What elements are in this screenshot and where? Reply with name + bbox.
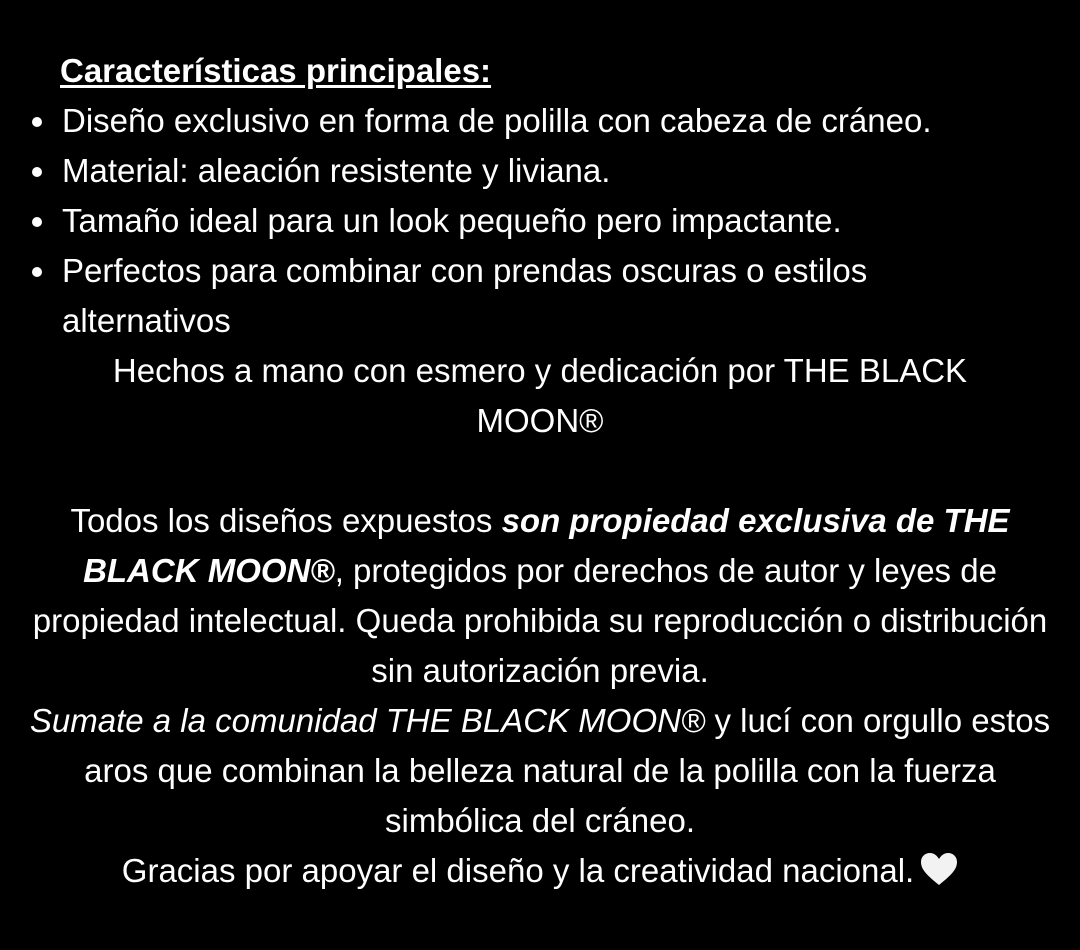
feature-item <box>24 246 1056 346</box>
copyright-rest: , protegidos por derechos de autor y leyes de propiedad intelectual. Queda prohibida su reproducción o distribución sin autorización previa. <box>32 552 1048 689</box>
feature-text: Diseño exclusivo en forma de polilla con cabeza de cráneo. <box>62 102 932 139</box>
feature-item <box>24 146 1056 196</box>
spacer <box>24 446 1056 496</box>
features-heading: Características principales: <box>60 52 492 89</box>
community-italic: Sumate a la comunidad THE BLACK MOON® <box>29 702 706 739</box>
copyright-lead: Todos los diseños expuestos <box>70 502 502 539</box>
bullet-icon <box>32 117 42 127</box>
copyright-emphasis: son propiedad exclusiva de THE BLACK MOON® <box>83 502 1010 589</box>
copyright-notice <box>24 496 1056 696</box>
feature-text: Material: aleación resistente y liviana. <box>62 152 611 189</box>
community-invite <box>24 696 1056 846</box>
feature-text: Perfectos para combinar con prendas oscuras o estilos alternativos <box>62 252 868 339</box>
feature-item <box>24 196 1056 246</box>
handmade-note <box>24 346 1056 446</box>
community-rest: y lucí con orgullo estos aros que combinan la belleza natural de la polilla con la fuerza simbólica del cráneo. <box>84 702 1051 839</box>
white-heart-icon <box>920 850 958 900</box>
feature-text: Tamaño ideal para un look pequeño pero impactante. <box>62 202 842 239</box>
bullet-icon <box>32 217 42 227</box>
thanks-text: Gracias por apoyar el diseño y la creatividad nacional. <box>121 852 915 889</box>
handmade-text: Hechos a mano con esmero y dedicación por THE BLACK MOON® <box>112 352 968 439</box>
thanks-line <box>24 846 1056 900</box>
feature-item <box>24 96 1056 146</box>
bullet-icon <box>32 167 42 177</box>
features-list <box>24 96 1056 346</box>
bullet-icon <box>32 267 42 277</box>
